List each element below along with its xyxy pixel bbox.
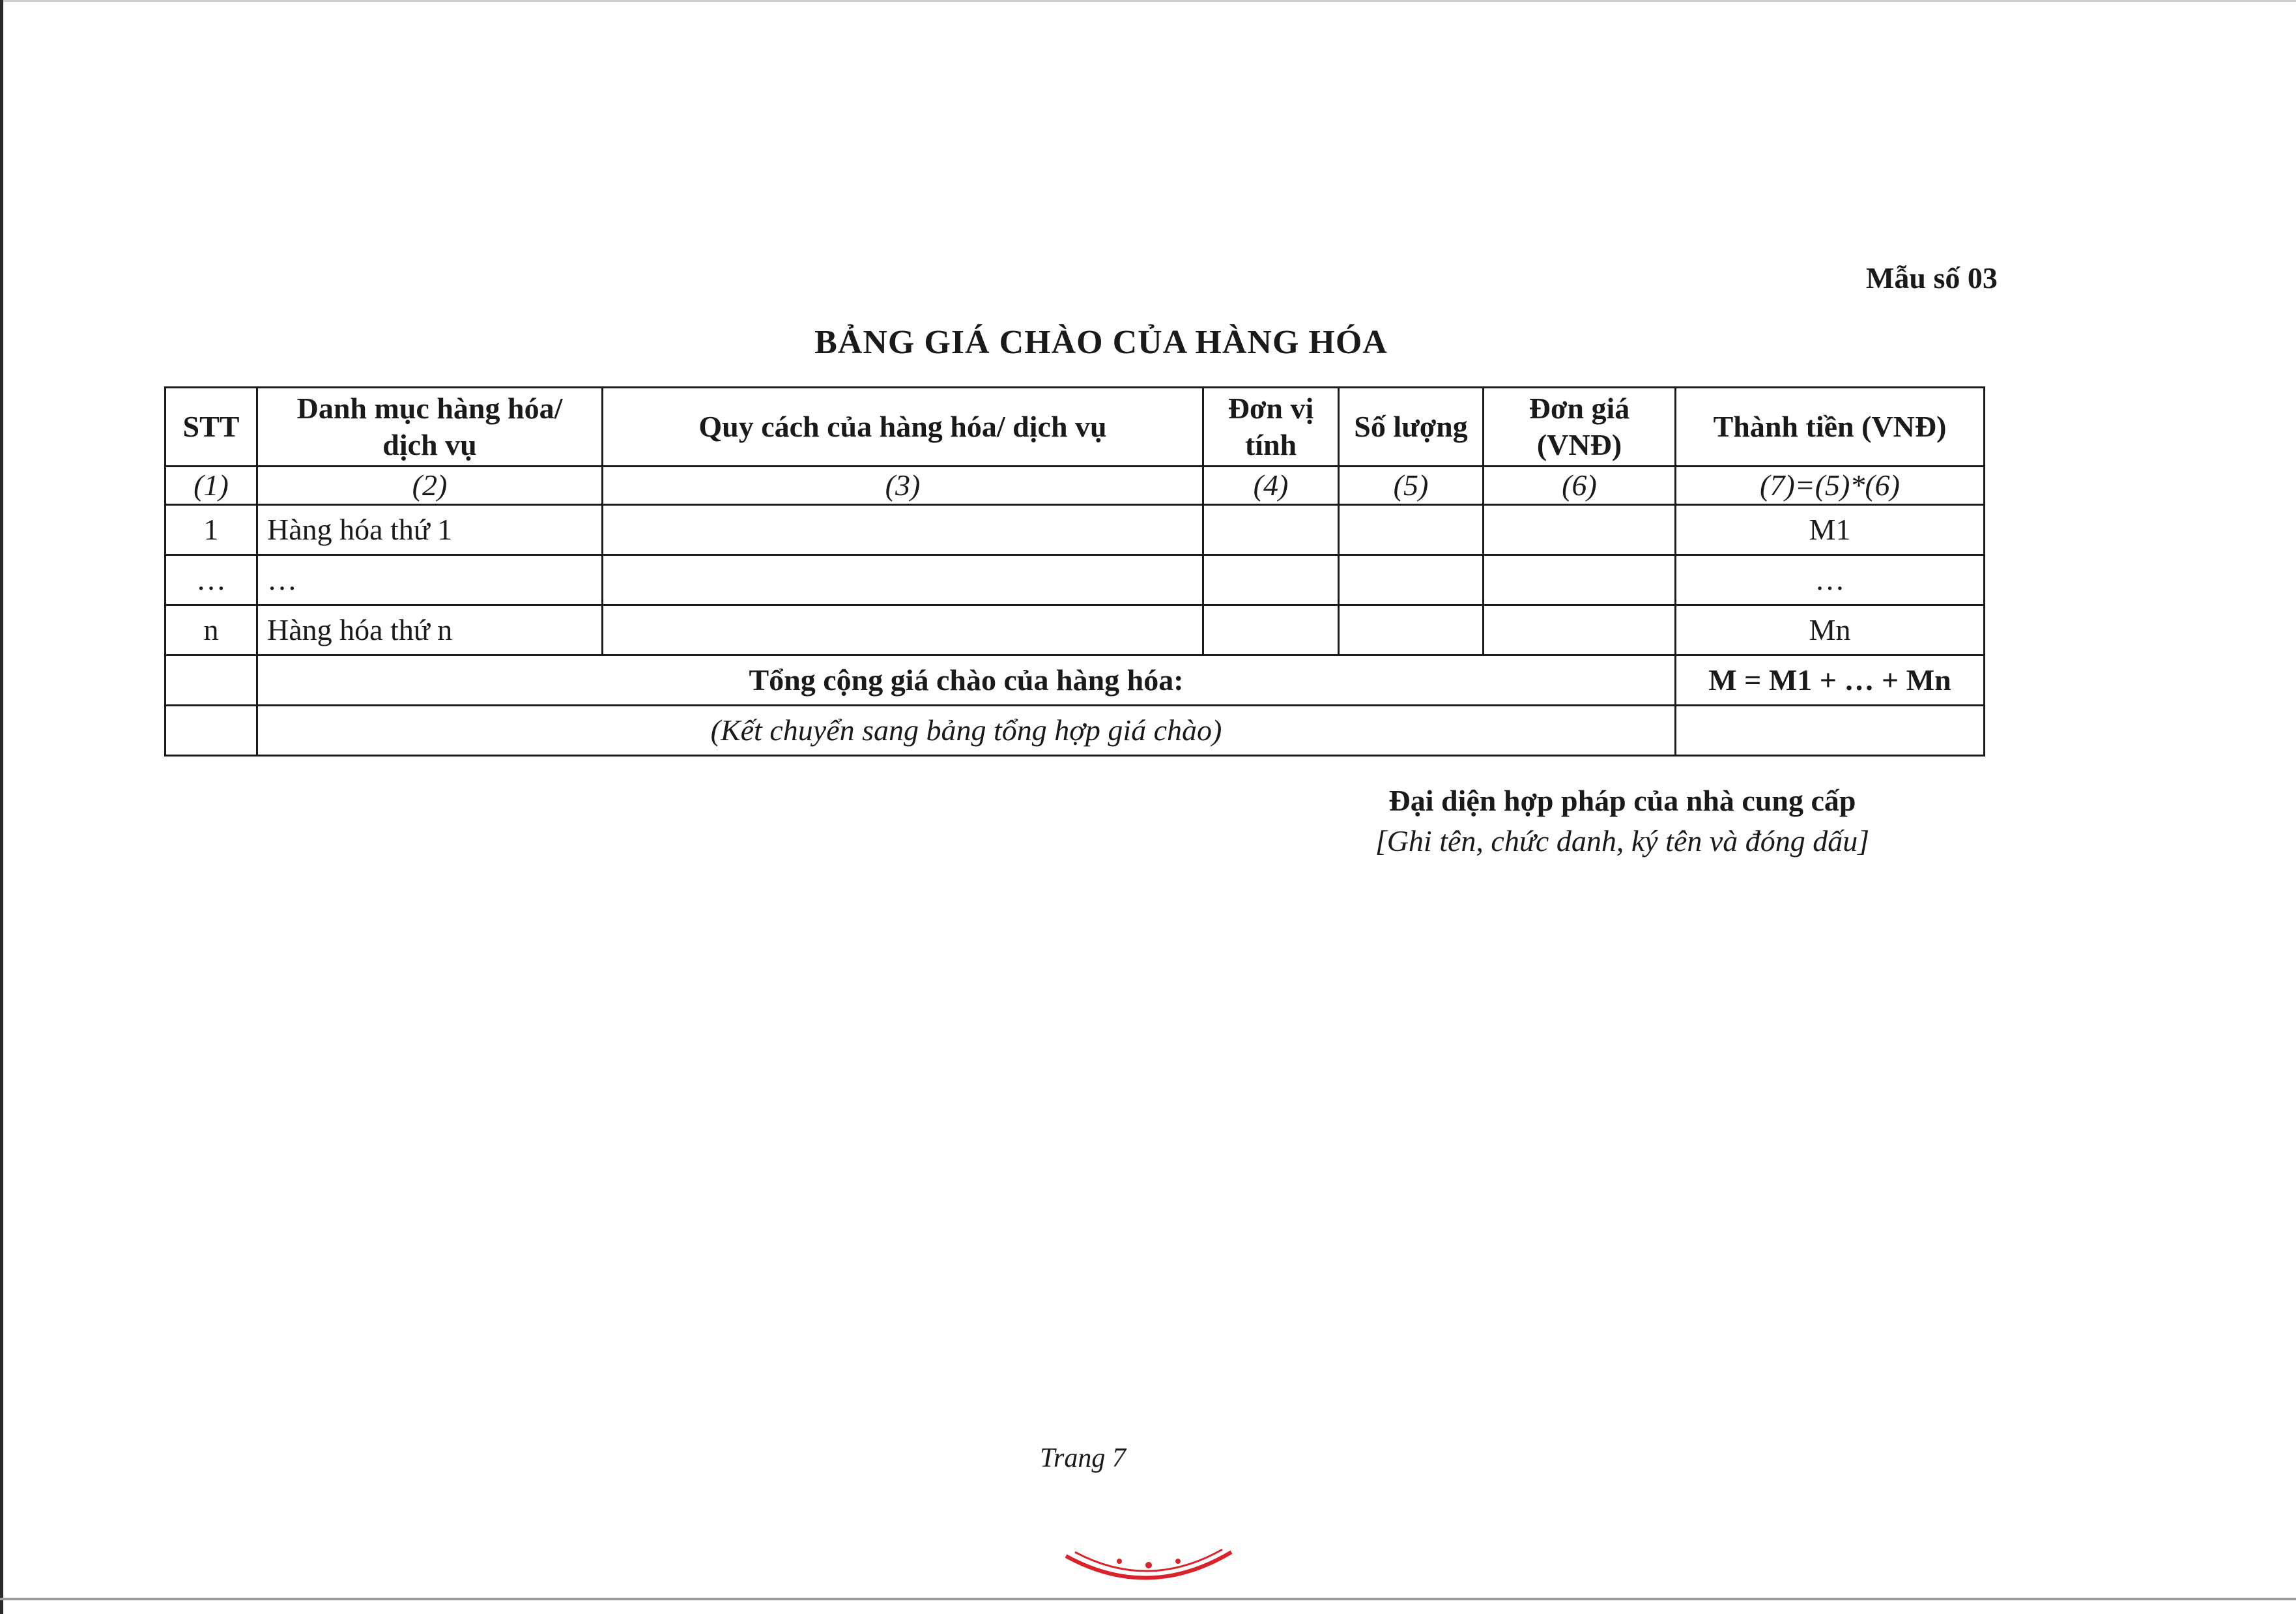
- header-quantity: Số lượng: [1339, 388, 1484, 467]
- header-specification: Quy cách của hàng hóa/ dịch vụ: [603, 388, 1203, 467]
- page-number: Trang 7: [1040, 1443, 1126, 1473]
- document-title: BẢNG GIÁ CHÀO CỦA HÀNG HÓA: [814, 324, 1388, 361]
- scan-edge-left: [0, 0, 3, 1614]
- header-unit-price: Đơn giá (VNĐ): [1484, 388, 1676, 467]
- scan-edge-top: [0, 0, 2296, 2]
- row-amount: M1: [1676, 505, 1985, 555]
- row-amount: …: [1676, 555, 1985, 605]
- table-row: [165, 555, 1985, 605]
- row-unit: [1203, 605, 1339, 656]
- header-item-list: Danh mục hàng hóa/ dịch vụ: [257, 388, 603, 467]
- column-number: (5): [1339, 467, 1484, 505]
- column-number: (1): [165, 467, 257, 505]
- form-number: Mẫu số 03: [1866, 261, 1998, 295]
- row-stt: 1: [165, 505, 257, 555]
- header-stt: STT: [165, 388, 257, 467]
- price-quotation-table: [164, 386, 1985, 757]
- row-stt: …: [165, 555, 257, 605]
- row-unit-price: [1484, 605, 1676, 656]
- carry-over-amount-cell: [1676, 706, 1985, 756]
- row-unit-price: [1484, 505, 1676, 555]
- row-amount: Mn: [1676, 605, 1985, 656]
- row-quantity: [1339, 605, 1484, 656]
- total-formula: M = M1 + … + Mn: [1676, 656, 1985, 706]
- total-row: [165, 656, 1985, 706]
- row-unit-price: [1484, 555, 1676, 605]
- row-spec: [603, 605, 1203, 656]
- row-unit: [1203, 555, 1339, 605]
- signer-note: [Ghi tên, chức danh, ký tên và đóng dấu]: [1375, 824, 1870, 857]
- stamp-icon: [1061, 1546, 1237, 1592]
- row-quantity: [1339, 505, 1484, 555]
- row-item: Hàng hóa thứ 1: [257, 505, 603, 555]
- header-amount: Thành tiền (VNĐ): [1676, 388, 1985, 467]
- table-row: [165, 605, 1985, 656]
- header-unit: Đơn vị tính: [1203, 388, 1339, 467]
- carry-over-stt-cell: [165, 706, 257, 756]
- row-spec: [603, 505, 1203, 555]
- column-number-row: [165, 467, 1985, 505]
- column-number: (2): [257, 467, 603, 505]
- column-number: (4): [1203, 467, 1339, 505]
- carry-over-row: [165, 706, 1985, 756]
- signer-title: Đại diện hợp pháp của nhà cung cấp: [1388, 784, 1856, 817]
- column-number: (6): [1484, 467, 1676, 505]
- row-item: …: [257, 555, 603, 605]
- row-spec: [603, 555, 1203, 605]
- table-row: [165, 505, 1985, 555]
- row-unit: [1203, 505, 1339, 555]
- total-label: Tổng cộng giá chào của hàng hóa:: [257, 656, 1676, 706]
- scan-edge-bottom: [0, 1598, 2296, 1600]
- row-stt: n: [165, 605, 257, 656]
- carry-over-note: (Kết chuyển sang bảng tổng hợp giá chào): [257, 706, 1676, 756]
- row-item: Hàng hóa thứ n: [257, 605, 603, 656]
- column-number: (3): [603, 467, 1203, 505]
- column-number: (7)=(5)*(6): [1676, 467, 1985, 505]
- header-row: [165, 388, 1985, 467]
- total-row-stt-cell: [165, 656, 257, 706]
- signature-block: [1329, 781, 1916, 861]
- row-quantity: [1339, 555, 1484, 605]
